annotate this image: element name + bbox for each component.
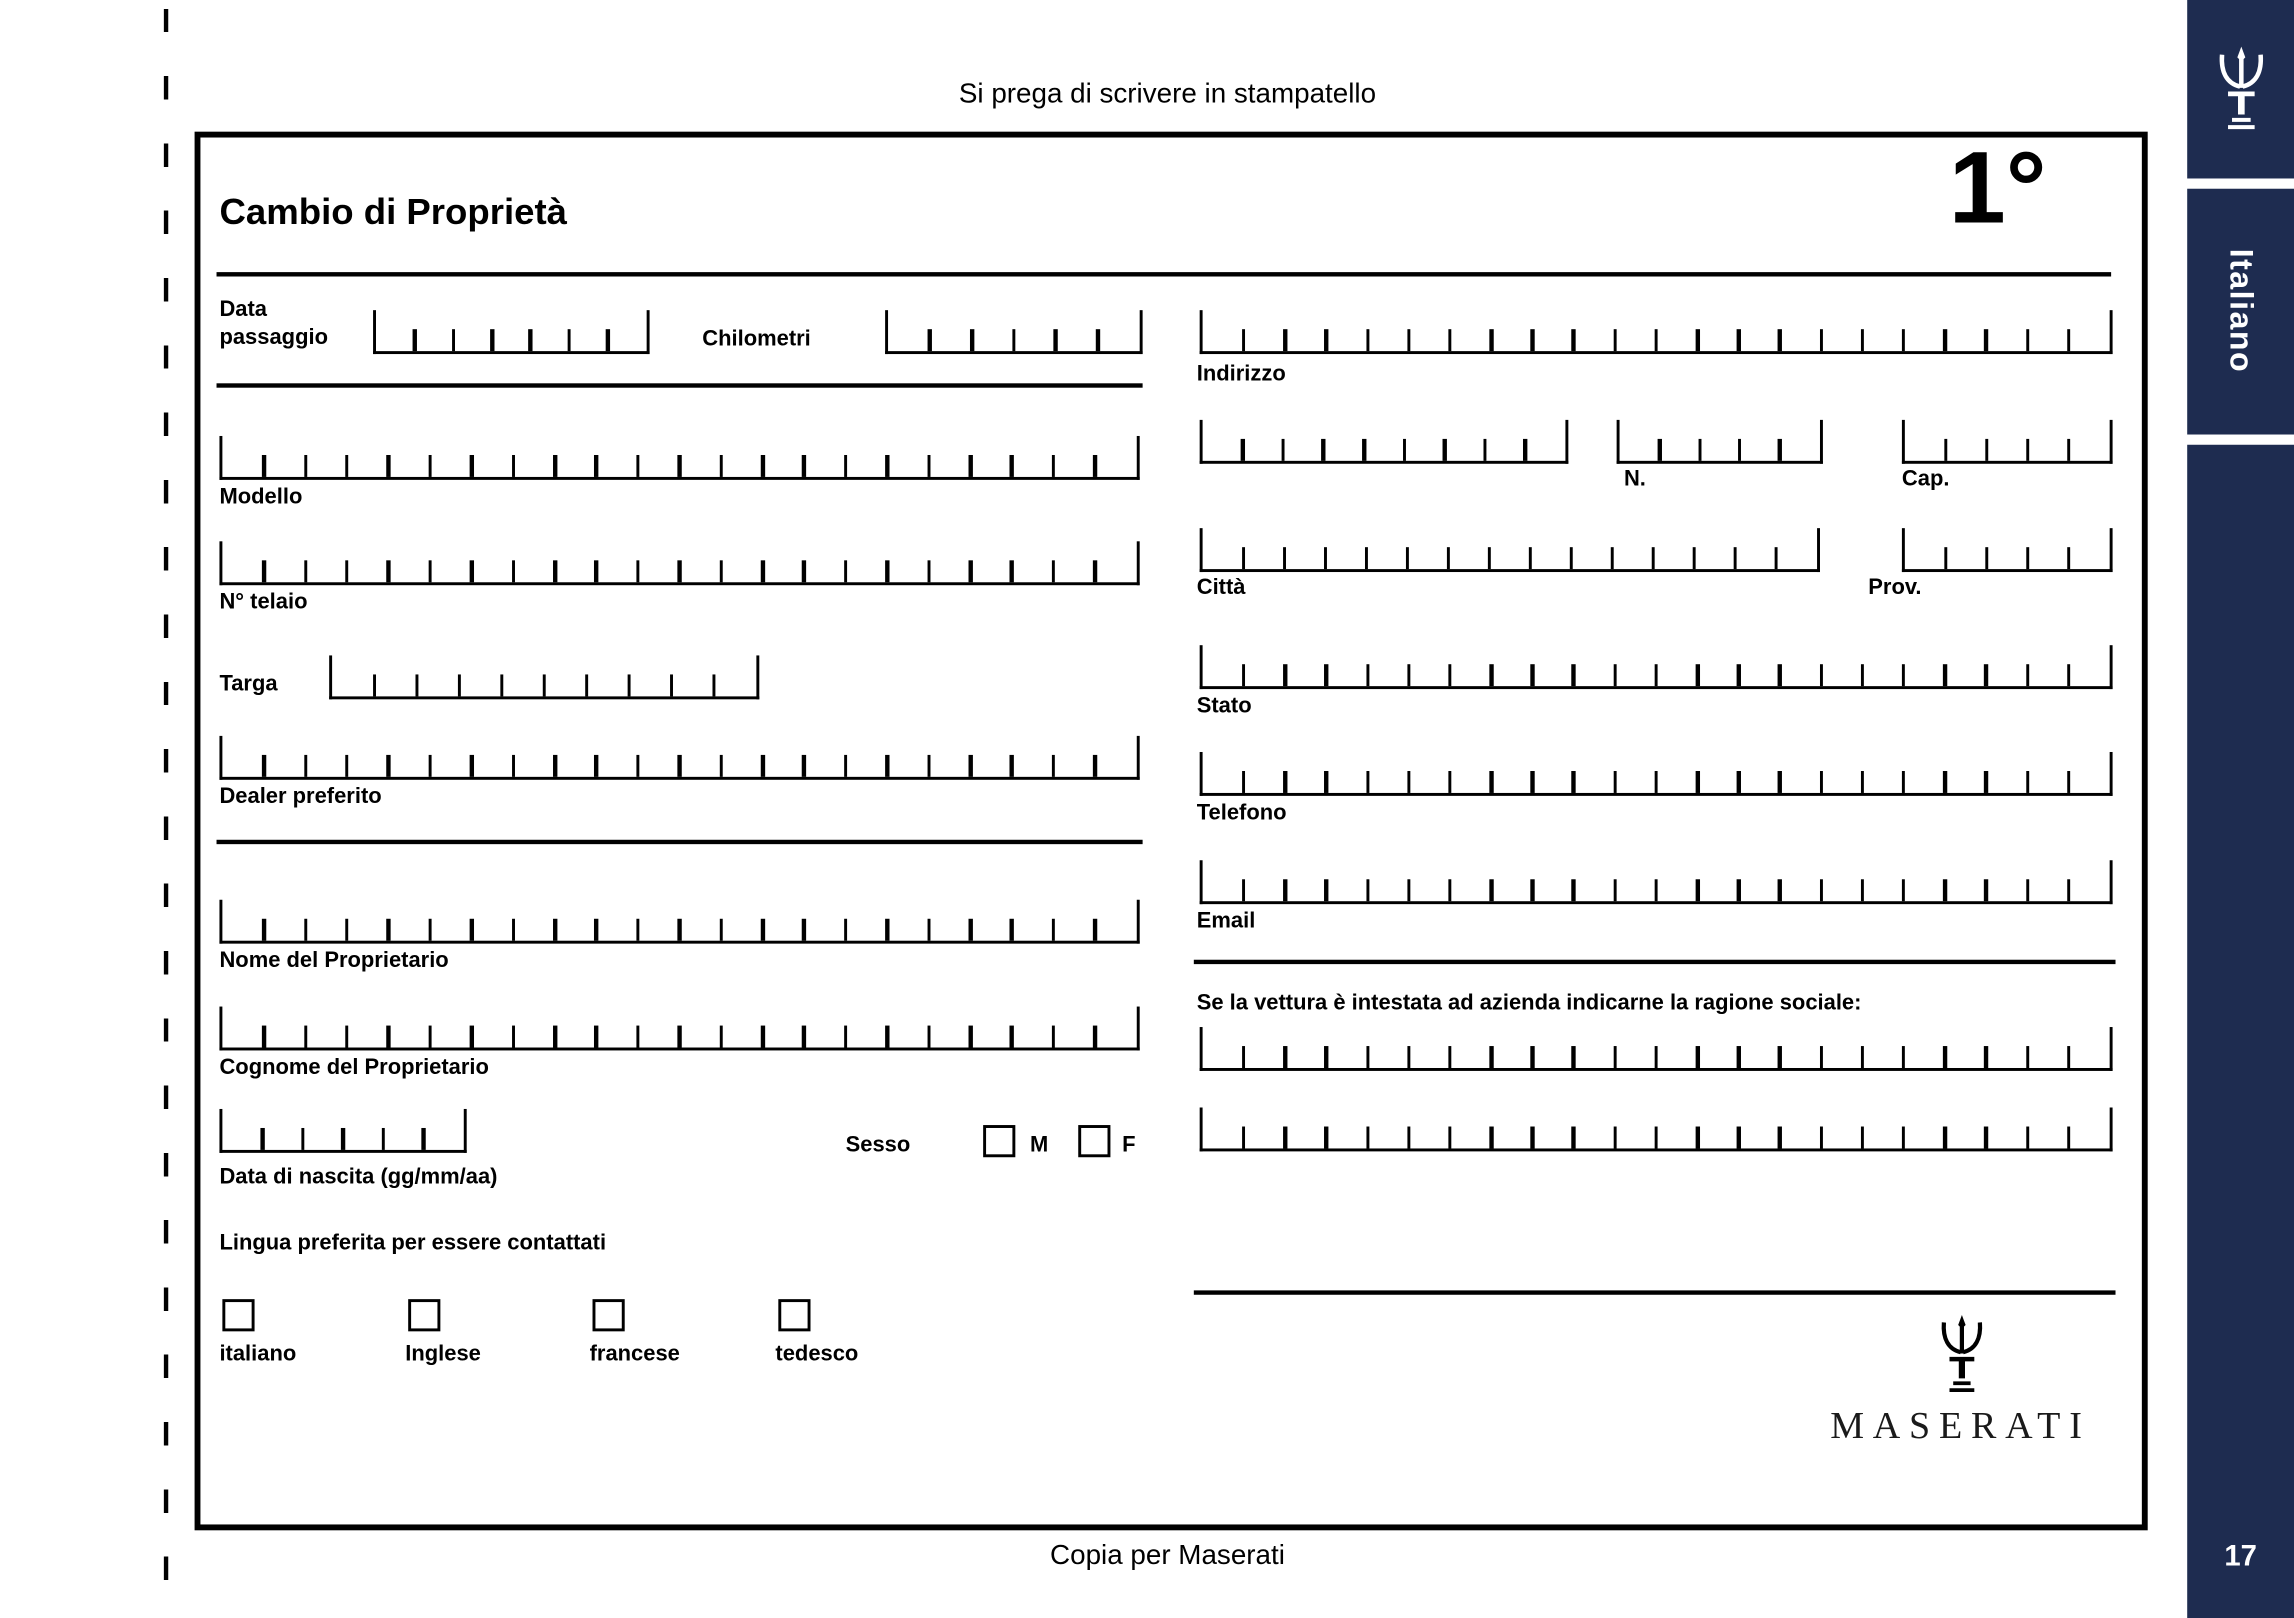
sesso-m-label: M: [1029, 1132, 1049, 1158]
copy-number: 1°: [1948, 130, 2047, 245]
dealer-preferito-label: Dealer preferito: [219, 784, 382, 810]
divider-right-2: [1194, 1290, 2116, 1294]
sidebar-language-tab: [2187, 189, 2294, 435]
targa-label: Targa: [219, 671, 278, 697]
telefono-label: Telefono: [1196, 800, 1287, 826]
maserati-trident-logo: [1934, 1314, 1990, 1396]
citta-field[interactable]: [1200, 528, 1820, 572]
lingua-label: Lingua preferita per essere contattati: [219, 1230, 607, 1256]
lingua-tedesco-checkbox[interactable]: [778, 1299, 810, 1331]
stato-label: Stato: [1196, 693, 1252, 719]
ragione-sociale-field-1[interactable]: [1200, 1027, 2113, 1071]
data-passaggio-field[interactable]: [373, 310, 650, 354]
cognome-proprietario-field[interactable]: [219, 1007, 1139, 1051]
language-tab-label: Italiano: [2223, 249, 2260, 374]
lingua-francese-label: francese: [589, 1341, 680, 1367]
nome-proprietario-field[interactable]: [219, 900, 1139, 944]
citta-label: Città: [1196, 574, 1246, 600]
indirizzo-field[interactable]: [1200, 310, 2113, 354]
prov-field[interactable]: [1902, 528, 2113, 572]
lingua-italiano-checkbox[interactable]: [222, 1299, 254, 1331]
chilometri-label: Chilometri: [702, 326, 811, 352]
lingua-inglese-checkbox[interactable]: [408, 1299, 440, 1331]
chilometri-field[interactable]: [885, 310, 1142, 354]
sidebar-top-block: [2187, 0, 2294, 178]
indirizzo-line2-field[interactable]: [1200, 420, 1569, 464]
numero-civico-label: N.: [1623, 466, 1646, 492]
divider-left-1: [217, 383, 1143, 387]
perforation-dashed-line: [164, 9, 168, 1610]
sidebar-bottom-block: [2187, 445, 2294, 1618]
n-telaio-label: N° telaio: [219, 589, 308, 615]
cap-field[interactable]: [1902, 420, 2113, 464]
modello-field[interactable]: [219, 436, 1139, 480]
lingua-italiano-label: italiano: [219, 1341, 297, 1367]
cap-label: Cap.: [1901, 466, 1950, 492]
indirizzo-label: Indirizzo: [1196, 361, 1286, 387]
telefono-field[interactable]: [1200, 752, 2113, 796]
cognome-proprietario-label: Cognome del Proprietario: [219, 1054, 489, 1080]
lingua-inglese-label: Inglese: [405, 1341, 481, 1367]
targa-field[interactable]: [329, 655, 759, 699]
email-field[interactable]: [1200, 860, 2113, 904]
form-title: Cambio di Proprietà: [219, 191, 567, 233]
ragione-sociale-note: Se la vettura è intestata ad azienda indicarne la ragione sociale:: [1196, 990, 1862, 1016]
ragione-sociale-field-2[interactable]: [1200, 1107, 2113, 1151]
divider-under-title: [217, 272, 2112, 276]
stato-field[interactable]: [1200, 645, 2113, 689]
data-nascita-label: Data di nascita (gg/mm/aa): [219, 1164, 498, 1190]
email-label: Email: [1196, 908, 1256, 934]
nome-proprietario-label: Nome del Proprietario: [219, 948, 449, 973]
lingua-francese-checkbox[interactable]: [593, 1299, 625, 1331]
numero-civico-field[interactable]: [1617, 420, 1823, 464]
sesso-m-checkbox[interactable]: [983, 1125, 1015, 1157]
data-passaggio-label: Data passaggio: [219, 296, 328, 350]
n-telaio-field[interactable]: [219, 541, 1139, 585]
sesso-label: Sesso: [845, 1132, 911, 1158]
sesso-f-checkbox[interactable]: [1078, 1125, 1110, 1157]
dealer-preferito-field[interactable]: [219, 736, 1139, 780]
page-number: 17: [2224, 1540, 2257, 1573]
maserati-wordmark: MASERATI: [1830, 1404, 2091, 1447]
divider-left-2: [217, 840, 1143, 844]
lingua-tedesco-label: tedesco: [775, 1341, 859, 1367]
instruction-text: Si prega di scrivere in stampatello: [958, 79, 1377, 110]
data-nascita-field[interactable]: [219, 1109, 466, 1153]
modello-label: Modello: [219, 484, 303, 510]
divider-right-1: [1194, 960, 2116, 964]
prov-label: Prov.: [1868, 574, 1922, 600]
sesso-f-label: F: [1122, 1132, 1136, 1158]
footer-copy-text: Copia per Maserati: [1050, 1540, 1285, 1572]
maserati-trident-icon: [2211, 45, 2270, 133]
